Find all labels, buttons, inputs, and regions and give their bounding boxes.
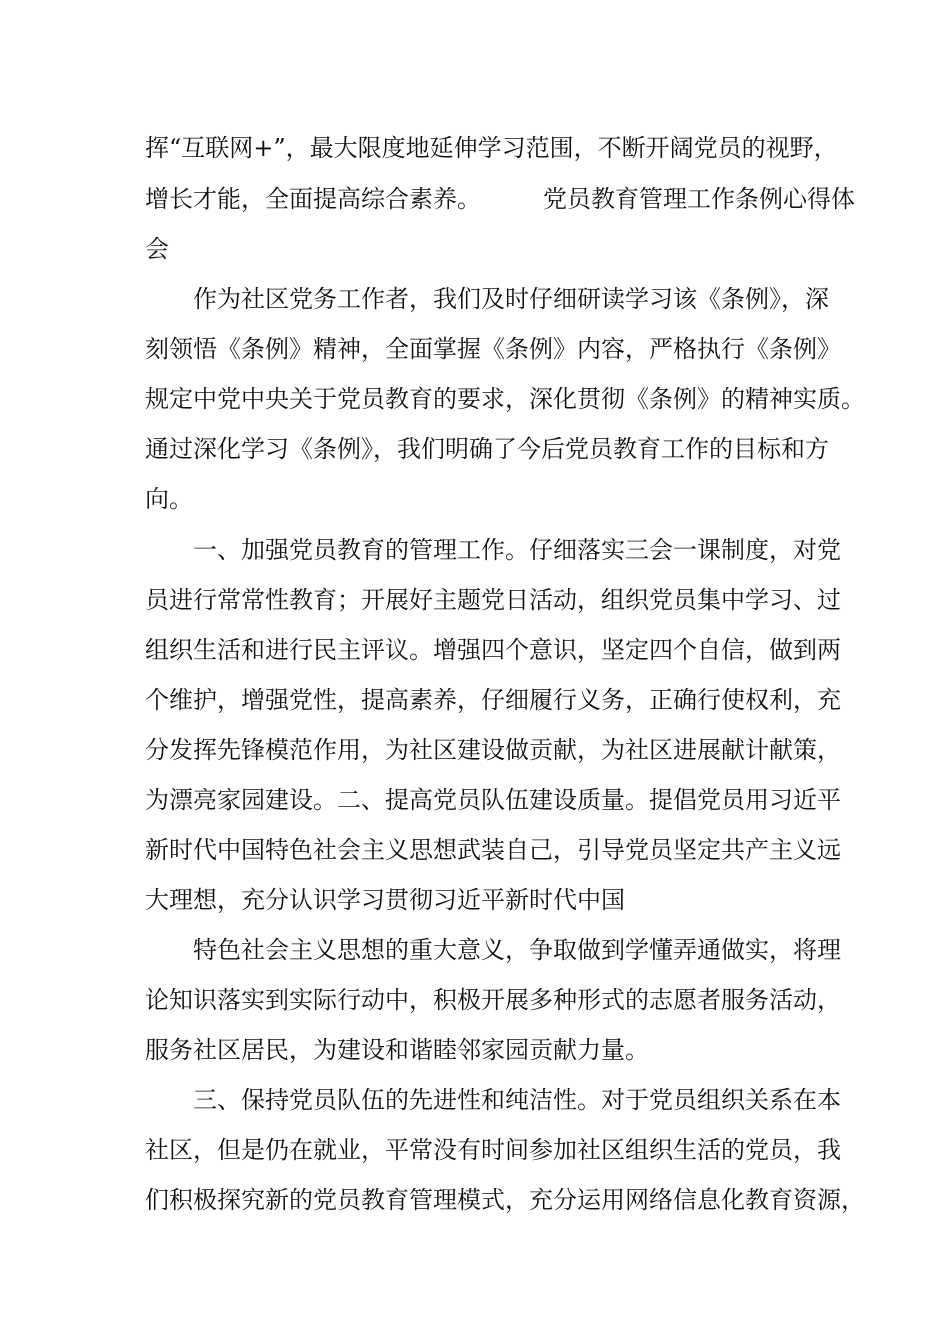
text-line: 组织生活和进行民主评议。增强四个意识，坚定四个自信，做到两 (145, 636, 841, 664)
text-line: 规定中党中央关于党员教育的要求，深化贯彻《条例》的精神实质。 (145, 385, 865, 413)
text-line: 大理想，充分认识学习贯彻习近平新时代中国 (145, 886, 625, 914)
text-line: 为漂亮家园建设。二、提高党员队伍建设质量。提倡党员用习近平 (145, 786, 841, 814)
text-line: 论知识落实到实际行动中，积极开展多种形式的志愿者服务活动， (145, 986, 841, 1014)
text-line: 们积极探究新的党员教育管理模式，充分运用网络信息化教育资源， (145, 1186, 865, 1214)
text-line: 向。 (145, 485, 193, 513)
text-line: 个维护，增强党性，提高素养，仔细履行义务，正确行使权利，充 (145, 686, 841, 714)
text-line: 挥“互联网+”，最大限度地延伸学习范围，不断开阔党员的视野， (145, 134, 838, 162)
paragraph-first-line: 三、保持党员队伍的先进性和纯洁性。对于党员组织关系在本 (193, 1086, 841, 1114)
paragraph-first-line: 特色社会主义思想的重大意义，争取做到学懂弄通做实，将理 (193, 936, 841, 964)
text-line: 社区，但是仍在就业，平常没有时间参加社区组织生活的党员，我 (145, 1136, 841, 1164)
text-line: 分发挥先锋模范作用，为社区建设做贡献，为社区进展献计献策， (145, 736, 841, 764)
paragraph-first-line: 作为社区党务工作者，我们及时仔细研读学习该《条例》，深 (193, 285, 829, 313)
section-title: 党员教育管理工作条例心得体 (543, 185, 855, 213)
paragraph-first-line: 一、加强党员教育的管理工作。仔细落实三会一课制度，对党 (193, 536, 841, 564)
text-line: 服务社区居民，为建设和谐睦邻家园贡献力量。 (145, 1036, 649, 1064)
text-line: 刻领悟《条例》精神，全面掌握《条例》内容，严格执行《条例》 (145, 335, 841, 363)
text-line-segment: 增长才能，全面提高综合素养。 (145, 185, 481, 213)
text-line: 通过深化学习《条例》，我们明确了今后党员教育工作的目标和方 (145, 435, 829, 463)
section-title-continuation: 会 (145, 235, 169, 263)
text-line: 员进行常常性教育；开展好主题党日活动，组织党员集中学习、过 (145, 586, 841, 614)
text-line: 新时代中国特色社会主义思想武装自己，引导党员坚定共产主义远 (145, 836, 841, 864)
text-line (145, 184, 855, 214)
